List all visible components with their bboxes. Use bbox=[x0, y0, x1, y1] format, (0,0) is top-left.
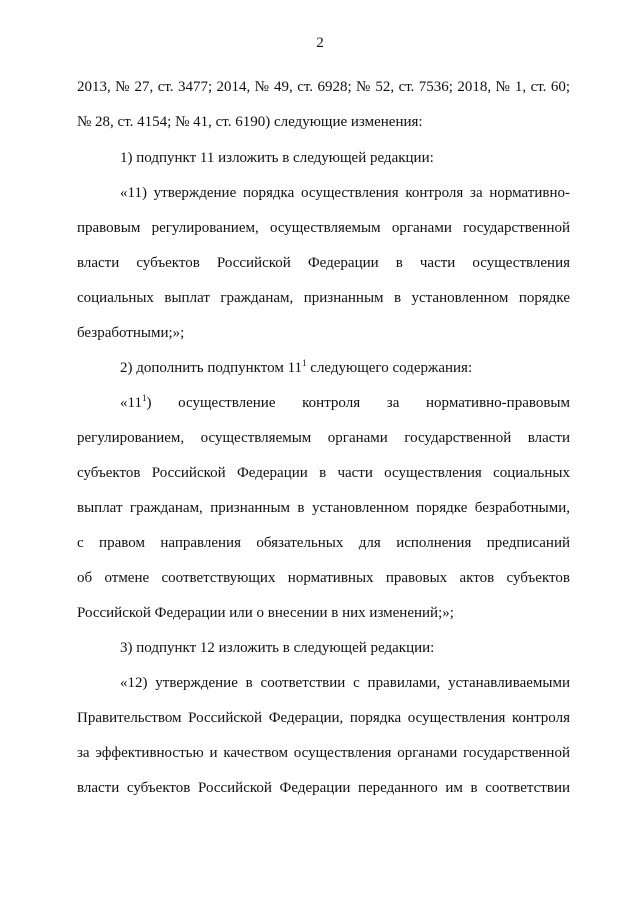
quote-11-1-rest: ) осуществление контроля за нормативно-правовым bbox=[146, 395, 570, 411]
list-item-2-text-end: следующего содержания: bbox=[306, 360, 473, 376]
quote-11-1-line-2: регулированием, осуществляемым органами государственной власти bbox=[77, 430, 570, 446]
quote-12-line-4: власти субъектов Российской Федерации переданного им в соответствии bbox=[77, 780, 570, 796]
quote-11-line-3: власти субъектов Российской Федерации в части осуществления bbox=[77, 255, 570, 271]
quote-11-line-2: правовым регулированием, осуществляемым органами государственной bbox=[77, 220, 570, 236]
quote-11-1-start: «11 bbox=[120, 395, 142, 411]
list-item-3-heading: 3) подпункт 12 изложить в следующей редакции: bbox=[120, 640, 435, 656]
text-line-1: 2013, № 27, ст. 3477; 2014, № 49, ст. 6928; № 52, ст. 7536; 2018, № 1, ст. 60; bbox=[77, 79, 570, 95]
quote-11-line-4: социальных выплат гражданам, признанным в установленном порядке bbox=[77, 290, 570, 306]
list-item-2-text: 2) дополнить подпунктом 11 bbox=[120, 360, 303, 376]
quote-11-1-line-3: субъектов Российской Федерации в части осуществления социальных bbox=[77, 465, 570, 481]
quote-11-1-line-6: об отмене соответствующих нормативных правовых актов субъектов bbox=[77, 570, 570, 586]
quote-11-1-line-5: с правом направления обязательных для исполнения предписаний bbox=[77, 535, 570, 551]
quote-12-line-2: Правительством Российской Федерации, порядка осуществления контроля bbox=[77, 710, 570, 726]
page-number: 2 bbox=[316, 35, 324, 51]
list-item-1-heading: 1) подпункт 11 изложить в следующей редакции: bbox=[120, 150, 434, 166]
quote-11-line-5: безработными;»; bbox=[77, 325, 185, 341]
quote-11-line-1: «11) утверждение порядка осуществления контроля за нормативно- bbox=[120, 185, 570, 201]
quote-12-line-3: за эффективностью и качеством осуществления органами государственной bbox=[77, 745, 570, 761]
quote-12-line-1: «12) утверждение в соответствии с правилами, устанавливаемыми bbox=[120, 675, 570, 691]
quote-11-1-line-1 bbox=[120, 393, 570, 413]
list-item-2-heading bbox=[120, 358, 472, 378]
superscript: 1 bbox=[302, 358, 307, 368]
text-line-2: № 28, ст. 4154; № 41, ст. 6190) следующие изменения: bbox=[77, 114, 423, 130]
quote-11-1-line-7: Российской Федерации или о внесении в них изменений;»; bbox=[77, 605, 454, 621]
superscript: 1 bbox=[141, 393, 147, 403]
quote-11-1-line-4: выплат гражданам, признанным в установленном порядке безработными, bbox=[77, 500, 570, 516]
